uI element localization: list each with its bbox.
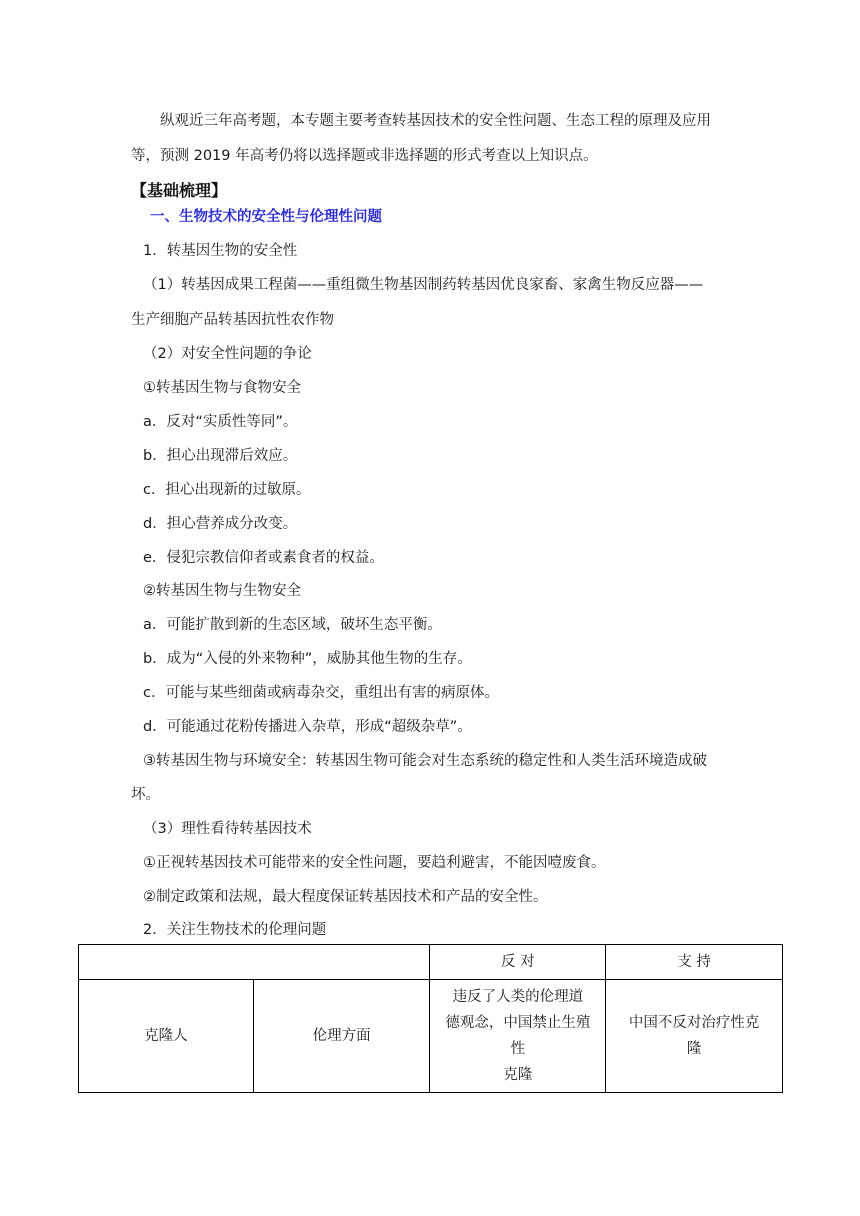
table-row — [79, 980, 783, 1093]
aspect-cell: 伦理方面 — [253, 980, 430, 1093]
food-item: b．担心出现滞后效应。 — [143, 448, 298, 464]
paragraph-1-line-2: 生产细胞产品转基因抗性农作物 — [131, 312, 334, 328]
header-support-cell: 支 持 — [606, 945, 783, 980]
intro-line-2: 等，预测 2019 年高考仍将以选择题或非选择题的形式考查以上知识点。 — [131, 148, 598, 164]
subsection-title: 一、生物技术的安全性与伦理性问题 — [150, 209, 382, 225]
bio-safety-title: ②转基因生物与生物安全 — [143, 583, 301, 599]
intro-line-1: 纵观近三年高考题，本专题主要考查转基因技术的安全性问题、生态工程的原理及应用 — [160, 113, 711, 129]
bio-item: c．可能与某些细菌或病毒杂交，重组出有害的病原体。 — [143, 685, 499, 701]
food-item: a．反对“实质性等同”。 — [143, 414, 298, 430]
bio-item: d．可能通过花粉传播进入杂草，形成“超级杂草”。 — [143, 719, 472, 735]
oppose-line: 德观念，中国禁止生殖性 — [445, 1015, 591, 1057]
oppose-cell — [430, 980, 606, 1093]
paragraph-1-line-1: （1）转基因成果工程菌——重组微生物基因制药转基因优良家畜、家禽生物反应器—— — [143, 277, 704, 293]
food-item: e．侵犯宗教信仰者或素食者的权益。 — [143, 550, 384, 566]
food-item: d．担心营养成分改变。 — [143, 516, 298, 532]
env-safety-line-2: 坏。 — [131, 787, 160, 803]
table-header-row — [79, 945, 783, 980]
oppose-line: 克隆 — [503, 1067, 533, 1083]
item-1-title: 1．转基因生物的安全性 — [143, 243, 298, 259]
paragraph-3-title: （3）理性看待转基因技术 — [143, 821, 312, 837]
bio-item: b．成为“入侵的外来物种”，威胁其他生物的生存。 — [143, 651, 472, 667]
bio-item: a．可能扩散到新的生态区域，破坏生态平衡。 — [143, 617, 442, 633]
ethics-table — [78, 944, 783, 1093]
paragraph-2-title: （2）对安全性问题的争论 — [143, 346, 312, 362]
header-oppose-cell: 反 对 — [430, 945, 606, 980]
food-item: c．担心出现新的过敏原。 — [143, 482, 311, 498]
rational-item: ②制定政策和法规，最大程度保证转基因技术和产品的安全性。 — [143, 889, 548, 905]
support-cell — [606, 980, 783, 1093]
rational-item: ①正视转基因技术可能带来的安全性问题，要趋利避害，不能因噎废食。 — [143, 855, 606, 871]
topic-cell: 克隆人 — [79, 980, 254, 1093]
item-2-title: 2．关注生物技术的伦理问题 — [143, 922, 327, 938]
food-safety-title: ①转基因生物与食物安全 — [143, 380, 301, 396]
section-title: 【基础梳理】 — [131, 181, 228, 200]
env-safety-line-1: ③转基因生物与环境安全：转基因生物可能会对生态系统的稳定性和人类生活环境造成破 — [143, 753, 707, 769]
oppose-line: 违反了人类的伦理道 — [452, 989, 584, 1005]
support-line: 隆 — [686, 1041, 702, 1057]
support-line: 中国不反对治疗性克 — [628, 1015, 760, 1031]
header-empty-cell — [79, 945, 430, 980]
